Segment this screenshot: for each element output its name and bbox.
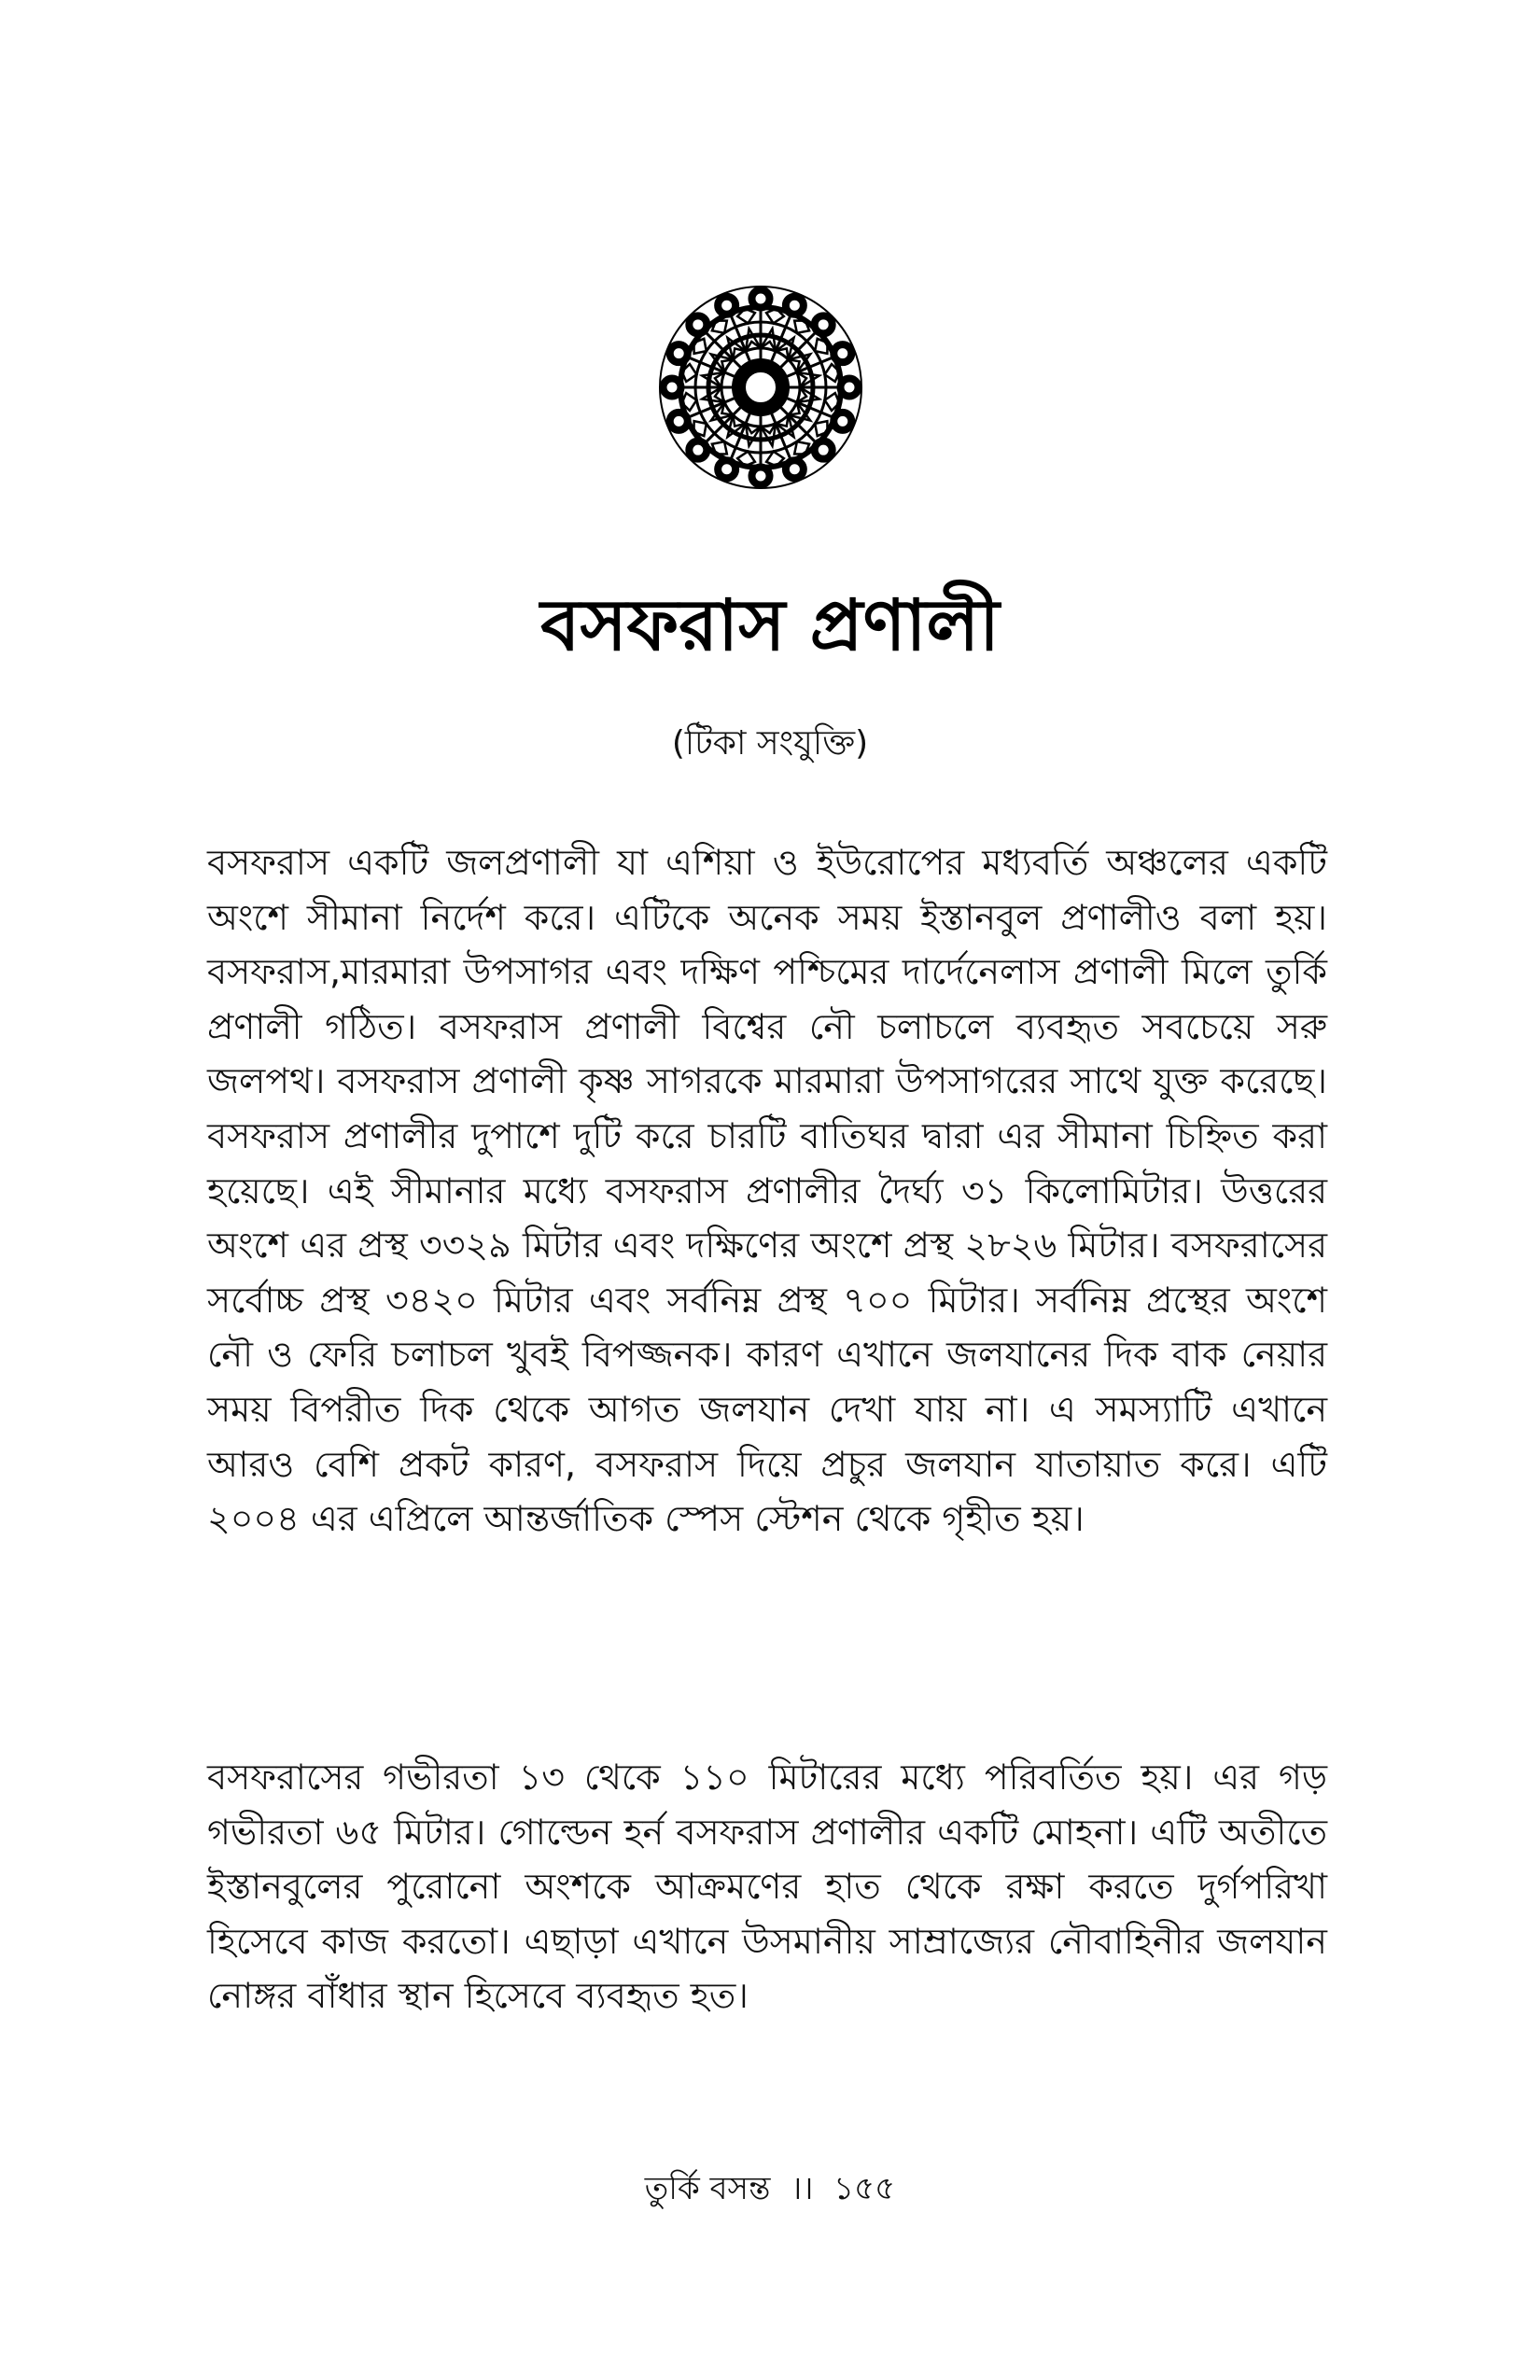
footer-separator: ।। [791,2170,814,2207]
body-paragraph-2: বসফরাসের গভীরতা ১৩ থেকে ১১০ মিটারের মধ্যে পরিবর্তিত হয়। এর গড় গভীরতা ৬৫ মিটার। গোল্ডেন হর্ন বসফরাস প্রণালীর একটি মোহনা। এটি অতীতে ইস্তানবুলের পুরোনো অংশকে আক্রমণের হাত থেকে রক্ষা করতে দুর্গপরিখা হিসেবে কাজ করতো। এছাড়া এখানে উসমানীয় সাম্রাজ্যের নৌবাহিনীর জলযান নোঙ্গর বাঁধার স্থান হিসেবে ব্যবহৃত হত। [207,1757,1327,2017]
chapter-title: বসফরাস প্রণালী [540,583,1000,666]
page-footer [0,2165,1540,2212]
body-paragraph-1: বসফরাস একটি জলপ্রণালী যা এশিয়া ও ইউরোপের মধ্যবর্তি অঞ্চলের একটি অংশে সীমানা নির্দেশ করে। এটিকে অনেক সময় ইস্তানবুল প্রণালীও বলা হয়। বসফরাস,মারমারা উপসাগর এবং দক্ষিণ পশ্চিমের দার্দেনেলাস প্রণালী মিলে তুর্কি প্রণালী গঠিত। বসফরাস প্রণালী বিশ্বের নৌ চলাচলে ব্যবহৃত সবচেয়ে সরু জলপথ। বসফরাস প্রণালী কৃষ্ণ সাগরকে মারমারা উপসাগরের সাথে যুক্ত করেছে। বসফরাস প্রণালীর দুপাশে দুটি করে চারটি বাতিঘর দ্বারা এর সীমানা চিহ্নিত করা হয়েছে। এই সীমানার মধ্যে বসফরাস প্রণালীর দৈর্ঘ্য ৩১ কিলোমিটার। উত্তরের অংশে এর প্রস্থ ৩৩২৯ মিটার এবং দক্ষিণের অংশে প্রস্থ ২৮২৬ মিটার। বসফরাসের সর্বোচ্চ প্রস্থ ৩৪২০ মিটার এবং সর্বনিম্ন প্রস্থ ৭০০ মিটার। সর্বনিম্ন প্রস্থের অংশে নৌ ও ফেরি চলাচল খুবই বিপজ্জনক। কারণ এখানে জলযানের দিক বাক নেয়ার সময় বিপরীত দিক থেকে আগত জলযান দেখা যায় না। এ সমস্যাটি এখানে আরও বেশি প্রকট কারণ, বসফরাস দিয়ে প্রচুর জলযান যাতায়াত করে। এটি ২০০৪ এর এপ্রিলে আন্তর্জাতিক স্পেস স্টেশন থেকে গৃহীত হয়। [207,842,1327,1540]
decorative-medallion-icon [653,280,868,495]
chapter-subtitle: (টিকা সংযুক্তি) [671,724,869,763]
footer-book-title: তুর্কি বসন্ত [644,2170,771,2207]
page-number: ১৫৫ [833,2170,896,2207]
